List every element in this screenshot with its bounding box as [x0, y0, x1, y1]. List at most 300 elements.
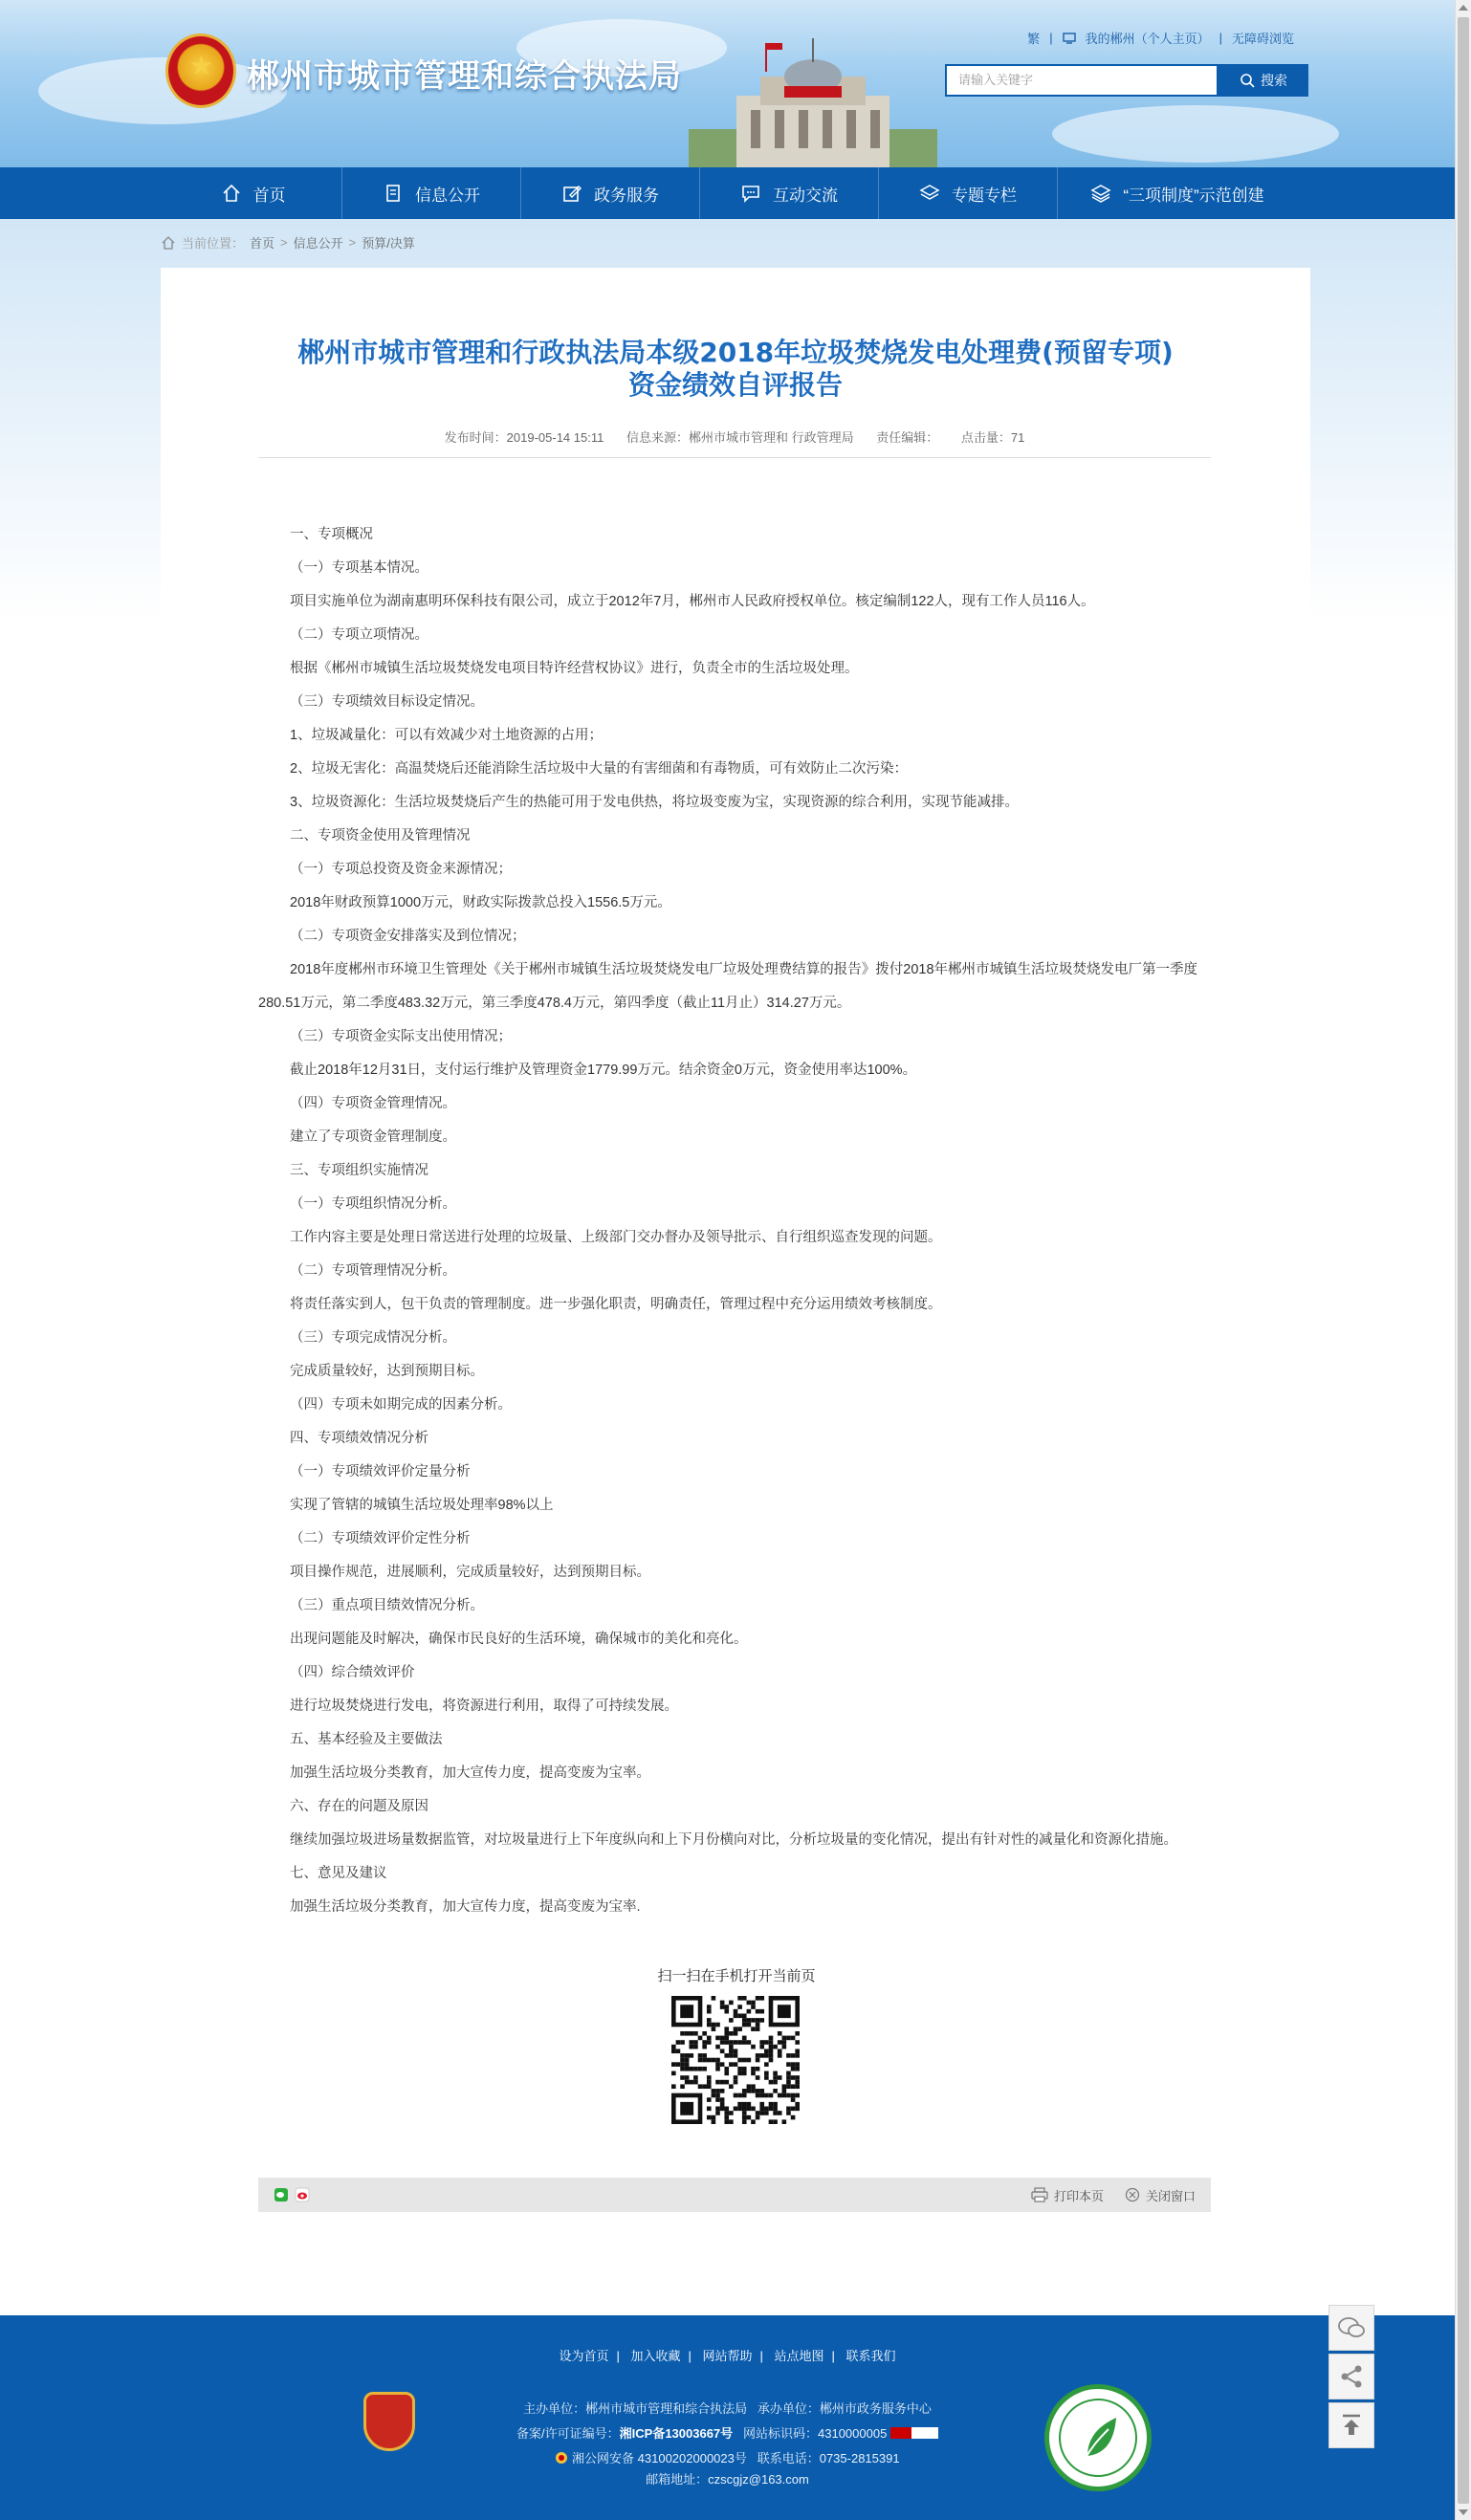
qr-module [671, 2045, 676, 2049]
article-paragraph: （二）专项立项情况。 [290, 627, 428, 643]
qr-module [756, 2093, 760, 2098]
article-paragraph: 将责任落实到人，包干负责的管理制度。进一步强化职责，明确责任，管理过程中充分运用绩效考核制度。 [290, 1297, 942, 1312]
article-paragraph: （一）专项基本情况。 [290, 560, 428, 576]
qr-module [742, 2102, 747, 2107]
qr-module [786, 2084, 791, 2089]
qr-module [720, 2080, 725, 2085]
qr-module [795, 2062, 800, 2067]
qr-finder-block [680, 2005, 693, 2018]
qr-module [724, 2027, 729, 2031]
qr-module [751, 2107, 756, 2112]
qr-module [715, 2089, 720, 2093]
wechat-float-button[interactable] [1328, 2305, 1374, 2351]
qr-module [724, 2067, 729, 2071]
qr-module [759, 2040, 764, 2045]
qr-module [795, 2102, 800, 2107]
qr-module [759, 2089, 764, 2093]
nav-label: 专题专栏 [952, 186, 1017, 205]
qr-module [773, 2075, 778, 2080]
qr-module [724, 2115, 729, 2120]
breadcrumb [161, 233, 415, 252]
qr-module [795, 2040, 800, 2045]
footer-icp-label: 备案/许可证编号： [516, 2426, 620, 2441]
monitor-icon [1063, 33, 1076, 44]
qr-module [751, 2119, 756, 2124]
qr-module [734, 2062, 738, 2067]
article-paragraph: 完成质量较好，达到预期目标。 [290, 1364, 484, 1379]
scroll-down-arrow[interactable] [1459, 2509, 1468, 2515]
article-paragraph: 三、专项组织实施情况 [290, 1163, 428, 1178]
article-paragraph: 二、专项资金使用及管理情况 [290, 828, 471, 844]
qr-module [786, 2093, 791, 2098]
footer-site-code: 网站标识码：4310000005 [743, 2426, 888, 2441]
qr-module [764, 2071, 769, 2076]
qr-module [786, 2111, 791, 2115]
qr-module [773, 2071, 778, 2076]
qr-module [680, 2067, 685, 2071]
qr-module [795, 2093, 800, 2098]
qr-module [742, 2071, 747, 2076]
qr-module [671, 2071, 676, 2076]
nav-item-three-systems[interactable] [1058, 167, 1297, 219]
article-title-line1: 郴州市城市管理和行政执法局本级2018年垃圾焚烧发电处理费(预留专项) [297, 337, 1174, 368]
article-paragraph: 五、基本经验及主要做法 [290, 1732, 443, 1747]
article-paragraph: 建立了专项资金管理制度。 [290, 1129, 456, 1145]
search-button-label: 搜索 [1261, 73, 1287, 88]
qr-module [751, 2018, 756, 2023]
qr-module [742, 2018, 747, 2023]
qr-module [729, 2062, 734, 2067]
qr-module [671, 2084, 676, 2089]
qr-module [720, 2001, 725, 2005]
breadcrumb-separator: > [348, 235, 357, 250]
qr-module [707, 2023, 712, 2027]
article-paragraph: 四、专项绩效情况分析 [290, 1431, 428, 1446]
qr-module [773, 2119, 778, 2124]
qr-module [737, 2071, 742, 2076]
qr-module [778, 2040, 782, 2045]
qr-module [737, 2067, 742, 2071]
article-paragraph: 工作内容主要是处理日常送进行处理的垃圾量、上级部门交办督办及领导批示、自行组织巡查发现的问题。 [290, 1230, 942, 1245]
qr-module [707, 2084, 712, 2089]
article-paragraph: 根据《郴州市城镇生活垃圾焚烧发电项目特许经营权协议》进行，负责全市的生活垃圾处理。 [290, 661, 859, 676]
qr-module [751, 2027, 756, 2031]
qr-module [729, 2053, 734, 2058]
qr-module [734, 2049, 738, 2053]
nav-label: 政务服务 [594, 186, 659, 205]
qr-module [693, 2031, 698, 2036]
qr-module [702, 2067, 707, 2071]
qr-module [715, 2111, 720, 2115]
qr-module [756, 2111, 760, 2115]
qr-module [764, 2049, 769, 2053]
my-homepage-link[interactable]: 我的郴州（个人主页） [1085, 32, 1210, 46]
qr-module [734, 2009, 738, 2014]
qr-module [729, 2111, 734, 2115]
accessibility-link[interactable]: 无障碍浏览 [1231, 32, 1294, 46]
qr-module [769, 2093, 774, 2098]
qr-module [724, 2031, 729, 2036]
qr-module [791, 2084, 796, 2089]
qr-module [778, 2049, 782, 2053]
article-paragraph: （三）重点项目绩效情况分析。 [290, 1598, 484, 1613]
qr-module [671, 2062, 676, 2067]
qr-module [707, 2097, 712, 2102]
building-illustration [670, 38, 956, 167]
article-paragraph: 实现了管辖的城镇生活垃圾处理率98%以上 [290, 1498, 554, 1513]
footer-link-help[interactable]: 网站帮助 [702, 2349, 753, 2363]
back-to-top-button[interactable] [1328, 2402, 1374, 2448]
breadcrumb-item-budget[interactable]: 预算/决算 [362, 236, 415, 251]
qr-module [702, 2040, 707, 2045]
qr-module [764, 2062, 769, 2067]
qr-module [737, 2107, 742, 2112]
qr-module [742, 2040, 747, 2045]
qr-module [712, 2115, 716, 2120]
home-icon [161, 236, 176, 250]
qr-module [778, 2053, 782, 2058]
footer-undertaker: 承办单位：郴州市政务服务中心 [757, 2401, 932, 2416]
qr-module [764, 2053, 769, 2058]
article-paragraph: 项目操作规范，进展顺利，完成质量较好，达到预期目标。 [290, 1565, 650, 1580]
qr-module [724, 2005, 729, 2009]
qr-module [791, 2053, 796, 2058]
qr-module [742, 2089, 747, 2093]
qr-module [707, 2040, 712, 2045]
footer-host: 主办单位：郴州市城市管理和综合执法局 [523, 2401, 748, 2416]
qr-module [707, 2036, 712, 2041]
qr-module [782, 2119, 787, 2124]
article-paragraph: 六、存在的问题及原因 [290, 1799, 428, 1814]
qr-module [715, 2080, 720, 2085]
qr-module [795, 2084, 800, 2089]
qr-module [747, 2018, 752, 2023]
nav-item-gov-services[interactable] [521, 167, 700, 219]
print-page-button[interactable] [1031, 2186, 1104, 2204]
qr-module [737, 2013, 742, 2018]
qr-module [689, 2080, 693, 2085]
breadcrumb-item-info[interactable]: 信息公开 [293, 236, 343, 251]
nav-item-home[interactable] [165, 167, 342, 219]
qr-module [747, 2084, 752, 2089]
qr-module [759, 2102, 764, 2107]
qr-module [734, 2080, 738, 2085]
qr-module [707, 2075, 712, 2080]
article-paragraph: 项目实施单位为湖南惠明环保科技有限公司，成立于2012年7月，郴州市人民政府授权单位。核定编制122人，现有工作人员116人。 [290, 594, 1095, 609]
search-input[interactable]: 请输入关键字 [945, 64, 1219, 97]
qr-module [778, 2075, 782, 2080]
article-paragraph: 3、垃圾资源化：生活垃圾焚烧后产生的热能可用于发电供热，将垃圾变废为宝，实现资源的综合利用，实现节能减排。 [290, 795, 1020, 810]
qr-module [756, 2018, 760, 2023]
breadcrumb-label: 当前位置： [182, 236, 245, 251]
qr-module [782, 2036, 787, 2041]
footer-link-sitemap[interactable]: 站点地图 [774, 2349, 824, 2363]
qr-module [724, 2107, 729, 2112]
qr-module [756, 2027, 760, 2031]
qr-module [769, 2045, 774, 2049]
title-divider [258, 457, 1211, 458]
qr-module [698, 2067, 703, 2071]
qr-module [782, 2045, 787, 2049]
qr-module [742, 2067, 747, 2071]
qr-module [715, 2058, 720, 2063]
footer-link-contact[interactable]: 联系我们 [845, 2349, 896, 2363]
nav-label: 信息公开 [415, 186, 480, 205]
qr-module [715, 2093, 720, 2098]
article-paragraph: （三）专项绩效目标设定情况。 [290, 694, 484, 710]
qr-module [737, 2058, 742, 2063]
qr-module [791, 2107, 796, 2112]
qr-module [707, 2058, 712, 2063]
qr-module [778, 2031, 782, 2036]
article-paragraph: 1、垃圾减量化：可以有效减少对土地资源的占用； [290, 728, 604, 743]
qr-module [712, 1996, 716, 2001]
qr-module [791, 2093, 796, 2098]
footer-phone: 联系电话：0735-2815391 [757, 2451, 900, 2465]
qr-module [685, 2075, 690, 2080]
qr-module [698, 2036, 703, 2041]
qr-module [756, 2058, 760, 2063]
qr-module [742, 2107, 747, 2112]
qr-module [791, 2036, 796, 2041]
civilization-badge[interactable] [1044, 2384, 1152, 2491]
cnzz-icon[interactable] [890, 2426, 938, 2440]
qr-module [676, 2062, 681, 2067]
article-paragraph: （四）综合绩效评价 [290, 1665, 415, 1680]
weibo-icon[interactable] [295, 2187, 310, 2202]
qr-module [742, 2115, 747, 2120]
header-banner [0, 0, 1455, 167]
qr-module [693, 2080, 698, 2085]
qr-module [715, 2067, 720, 2071]
qr-module [676, 2040, 681, 2045]
qr-module [715, 2023, 720, 2027]
footer-icp[interactable]: 湘ICP备13003667号 [619, 2426, 734, 2441]
breadcrumb-item-home[interactable]: 首页 [250, 236, 275, 251]
qr-module [773, 2111, 778, 2115]
close-window-button[interactable] [1125, 2186, 1196, 2204]
qr-module [715, 2036, 720, 2041]
qr-module [764, 2075, 769, 2080]
qr-module [786, 2036, 791, 2041]
qr-module [759, 1996, 764, 2001]
nav-item-info-disclosure[interactable] [342, 167, 521, 219]
qr-module [680, 2040, 685, 2045]
scroll-thumb[interactable] [1458, 17, 1469, 2504]
qr-module [786, 2075, 791, 2080]
cloud-decoration [1052, 105, 1339, 163]
qr-module [720, 2107, 725, 2112]
qr-module [712, 2119, 716, 2124]
article-paragraph: （四）专项资金管理情况。 [290, 1096, 456, 1111]
qr-module [773, 2089, 778, 2093]
qr-module [747, 2040, 752, 2045]
qr-module [756, 2089, 760, 2093]
qr-module [676, 2049, 681, 2053]
qr-module [791, 2115, 796, 2120]
search-icon [1240, 73, 1255, 88]
article-paragraph: （一）专项组织情况分析。 [290, 1196, 456, 1212]
qr-module [756, 2053, 760, 2058]
qr-module [712, 2027, 716, 2031]
qr-module [698, 2084, 703, 2089]
responsible-editor: 责任编辑： [876, 430, 939, 445]
qr-module [707, 2018, 712, 2023]
qr-module [693, 2040, 698, 2045]
qr-module [724, 2040, 729, 2045]
footer-link-add-favorite[interactable]: 加入收藏 [630, 2349, 681, 2363]
article-paragraph: （三）专项资金实际支出使用情况； [290, 1029, 512, 1044]
publish-time: 发布时间：2019-05-14 15:11 [444, 430, 604, 445]
qr-module [724, 2009, 729, 2014]
qr-module [680, 2062, 685, 2067]
qr-module [742, 2119, 747, 2124]
national-emblem: ★ [165, 33, 236, 108]
qr-module [734, 2040, 738, 2045]
qr-module [724, 2071, 729, 2076]
qr-module [747, 2023, 752, 2027]
search-button[interactable] [1219, 64, 1308, 97]
qr-module [773, 2045, 778, 2049]
qr-module [689, 2031, 693, 2036]
qr-module [795, 2053, 800, 2058]
qr-module [747, 2102, 752, 2107]
article-paragraph: 2018年财政预算1000万元，财政实际拨款总投入1556.5万元。 [290, 895, 671, 910]
qr-module [759, 2093, 764, 2098]
qr-module [680, 2075, 685, 2080]
qr-module [720, 2062, 725, 2067]
qr-module [724, 2119, 729, 2124]
qr-module [737, 2040, 742, 2045]
qr-module [756, 2115, 760, 2120]
qr-module [773, 2107, 778, 2112]
article-title [191, 337, 1280, 402]
qr-module [756, 2067, 760, 2071]
nav-label: 首页 [252, 186, 286, 205]
qr-module [791, 2062, 796, 2067]
qr-module [689, 2040, 693, 2045]
qr-module [702, 2053, 707, 2058]
qr-module [729, 2119, 734, 2124]
layers-icon [919, 183, 940, 204]
click-count: 点击量：71 [960, 430, 1025, 445]
qr-module [693, 2067, 698, 2071]
footer-police-record[interactable]: 湘公网安备 43100202000023号 [572, 2451, 747, 2465]
footer-email: 邮箱地址：czscgjz@163.com [646, 2472, 809, 2487]
qr-module [737, 2027, 742, 2031]
chat-icon [740, 183, 761, 204]
article-paragraph: 2018年度郴州市环境卫生管理处《关于郴州市城镇生活垃圾焚烧发电厂垃圾处理费结算的报告》拨付2018年郴州市城镇生活垃圾焚烧发电厂第一季度280.51万元，第二季度483.32万元，第三季度478.4万元，第四季度（截止11月止）314.27万元。 [258, 962, 1198, 1011]
qr-module [791, 2097, 796, 2102]
footer-link-set-homepage[interactable]: 设为首页 [559, 2349, 609, 2363]
qr-module [742, 2093, 747, 2098]
qr-module [795, 2067, 800, 2071]
qr-module [751, 2001, 756, 2005]
qr-module [764, 2040, 769, 2045]
qr-module [742, 2058, 747, 2063]
nav-label: “三项制度”示范创建 [1123, 186, 1264, 205]
qr-module [698, 2058, 703, 2063]
qr-module [773, 2102, 778, 2107]
qr-module [729, 2031, 734, 2036]
qr-module [724, 2036, 729, 2041]
qr-module [689, 2053, 693, 2058]
site-title[interactable]: 郴州市城市管理和综合执法局 [247, 57, 682, 96]
qr-module [782, 2089, 787, 2093]
qr-module [680, 2053, 685, 2058]
article-paragraph: （一）专项总投资及资金来源情况； [290, 862, 512, 877]
article-paragraph: （二）专项资金安排落实及到位情况； [290, 929, 526, 944]
qr-module [751, 2071, 756, 2076]
qr-module [729, 2001, 734, 2005]
footer-info [0, 2397, 1455, 2488]
wechat-icon[interactable] [274, 2187, 289, 2202]
qr-module [742, 2013, 747, 2018]
qr-module [759, 2045, 764, 2049]
share-icon [1338, 2363, 1365, 2390]
qr-module [747, 2009, 752, 2014]
qr-module [685, 2080, 690, 2085]
qr-module [715, 2045, 720, 2049]
qr-module [734, 2107, 738, 2112]
qr-module [782, 2040, 787, 2045]
qr-module [791, 2075, 796, 2080]
qr-module [734, 2027, 738, 2031]
page-scrollbar[interactable] [1455, 0, 1471, 2520]
qr-module [715, 2097, 720, 2102]
qr-module [756, 2023, 760, 2027]
nav-item-special-topics[interactable] [879, 167, 1058, 219]
footer [0, 2315, 1455, 2520]
qr-module [737, 1996, 742, 2001]
scroll-up-arrow[interactable] [1459, 5, 1468, 11]
close-window-label: 关闭窗口 [1145, 2188, 1196, 2203]
home-icon [221, 183, 242, 204]
qr-module [786, 2107, 791, 2112]
arrow-up-icon [1340, 2413, 1363, 2438]
qr-module [769, 2080, 774, 2085]
qr-module [737, 2005, 742, 2009]
qr-module [742, 2111, 747, 2115]
police-badge-icon [555, 2451, 568, 2465]
qr-module [769, 2053, 774, 2058]
article-meta [258, 427, 1211, 446]
qr-module [759, 2009, 764, 2014]
nav-label: 互动交流 [773, 186, 838, 205]
nav-item-interaction[interactable] [700, 167, 879, 219]
qr-module [742, 2036, 747, 2041]
traditional-chinese-link[interactable]: 繁 [1027, 32, 1041, 46]
article-paragraph: （四）专项未如期完成的因素分析。 [290, 1397, 512, 1413]
wechat-icon [1337, 2315, 1366, 2340]
qr-module [769, 2040, 774, 2045]
qr-module [702, 2045, 707, 2049]
qr-module [791, 2067, 796, 2071]
qr-module [769, 2036, 774, 2041]
qr-module [786, 2071, 791, 2076]
article-paragraph: 2、垃圾无害化：高温焚烧后还能消除生活垃圾中大量的有害细菌和有毒物质，可有效防止二次污染： [290, 761, 909, 777]
share-float-button[interactable] [1328, 2354, 1374, 2399]
leaf-icon [1049, 2389, 1147, 2487]
qr-module [764, 2093, 769, 2098]
close-icon [1125, 2187, 1140, 2202]
printer-icon [1031, 2187, 1048, 2202]
qr-module [756, 2075, 760, 2080]
qr-module [795, 2075, 800, 2080]
article-paragraph: 一、专项概况 [290, 527, 373, 542]
article-paragraph: （三）专项完成情况分析。 [290, 1330, 456, 1346]
qr-module [707, 2115, 712, 2120]
